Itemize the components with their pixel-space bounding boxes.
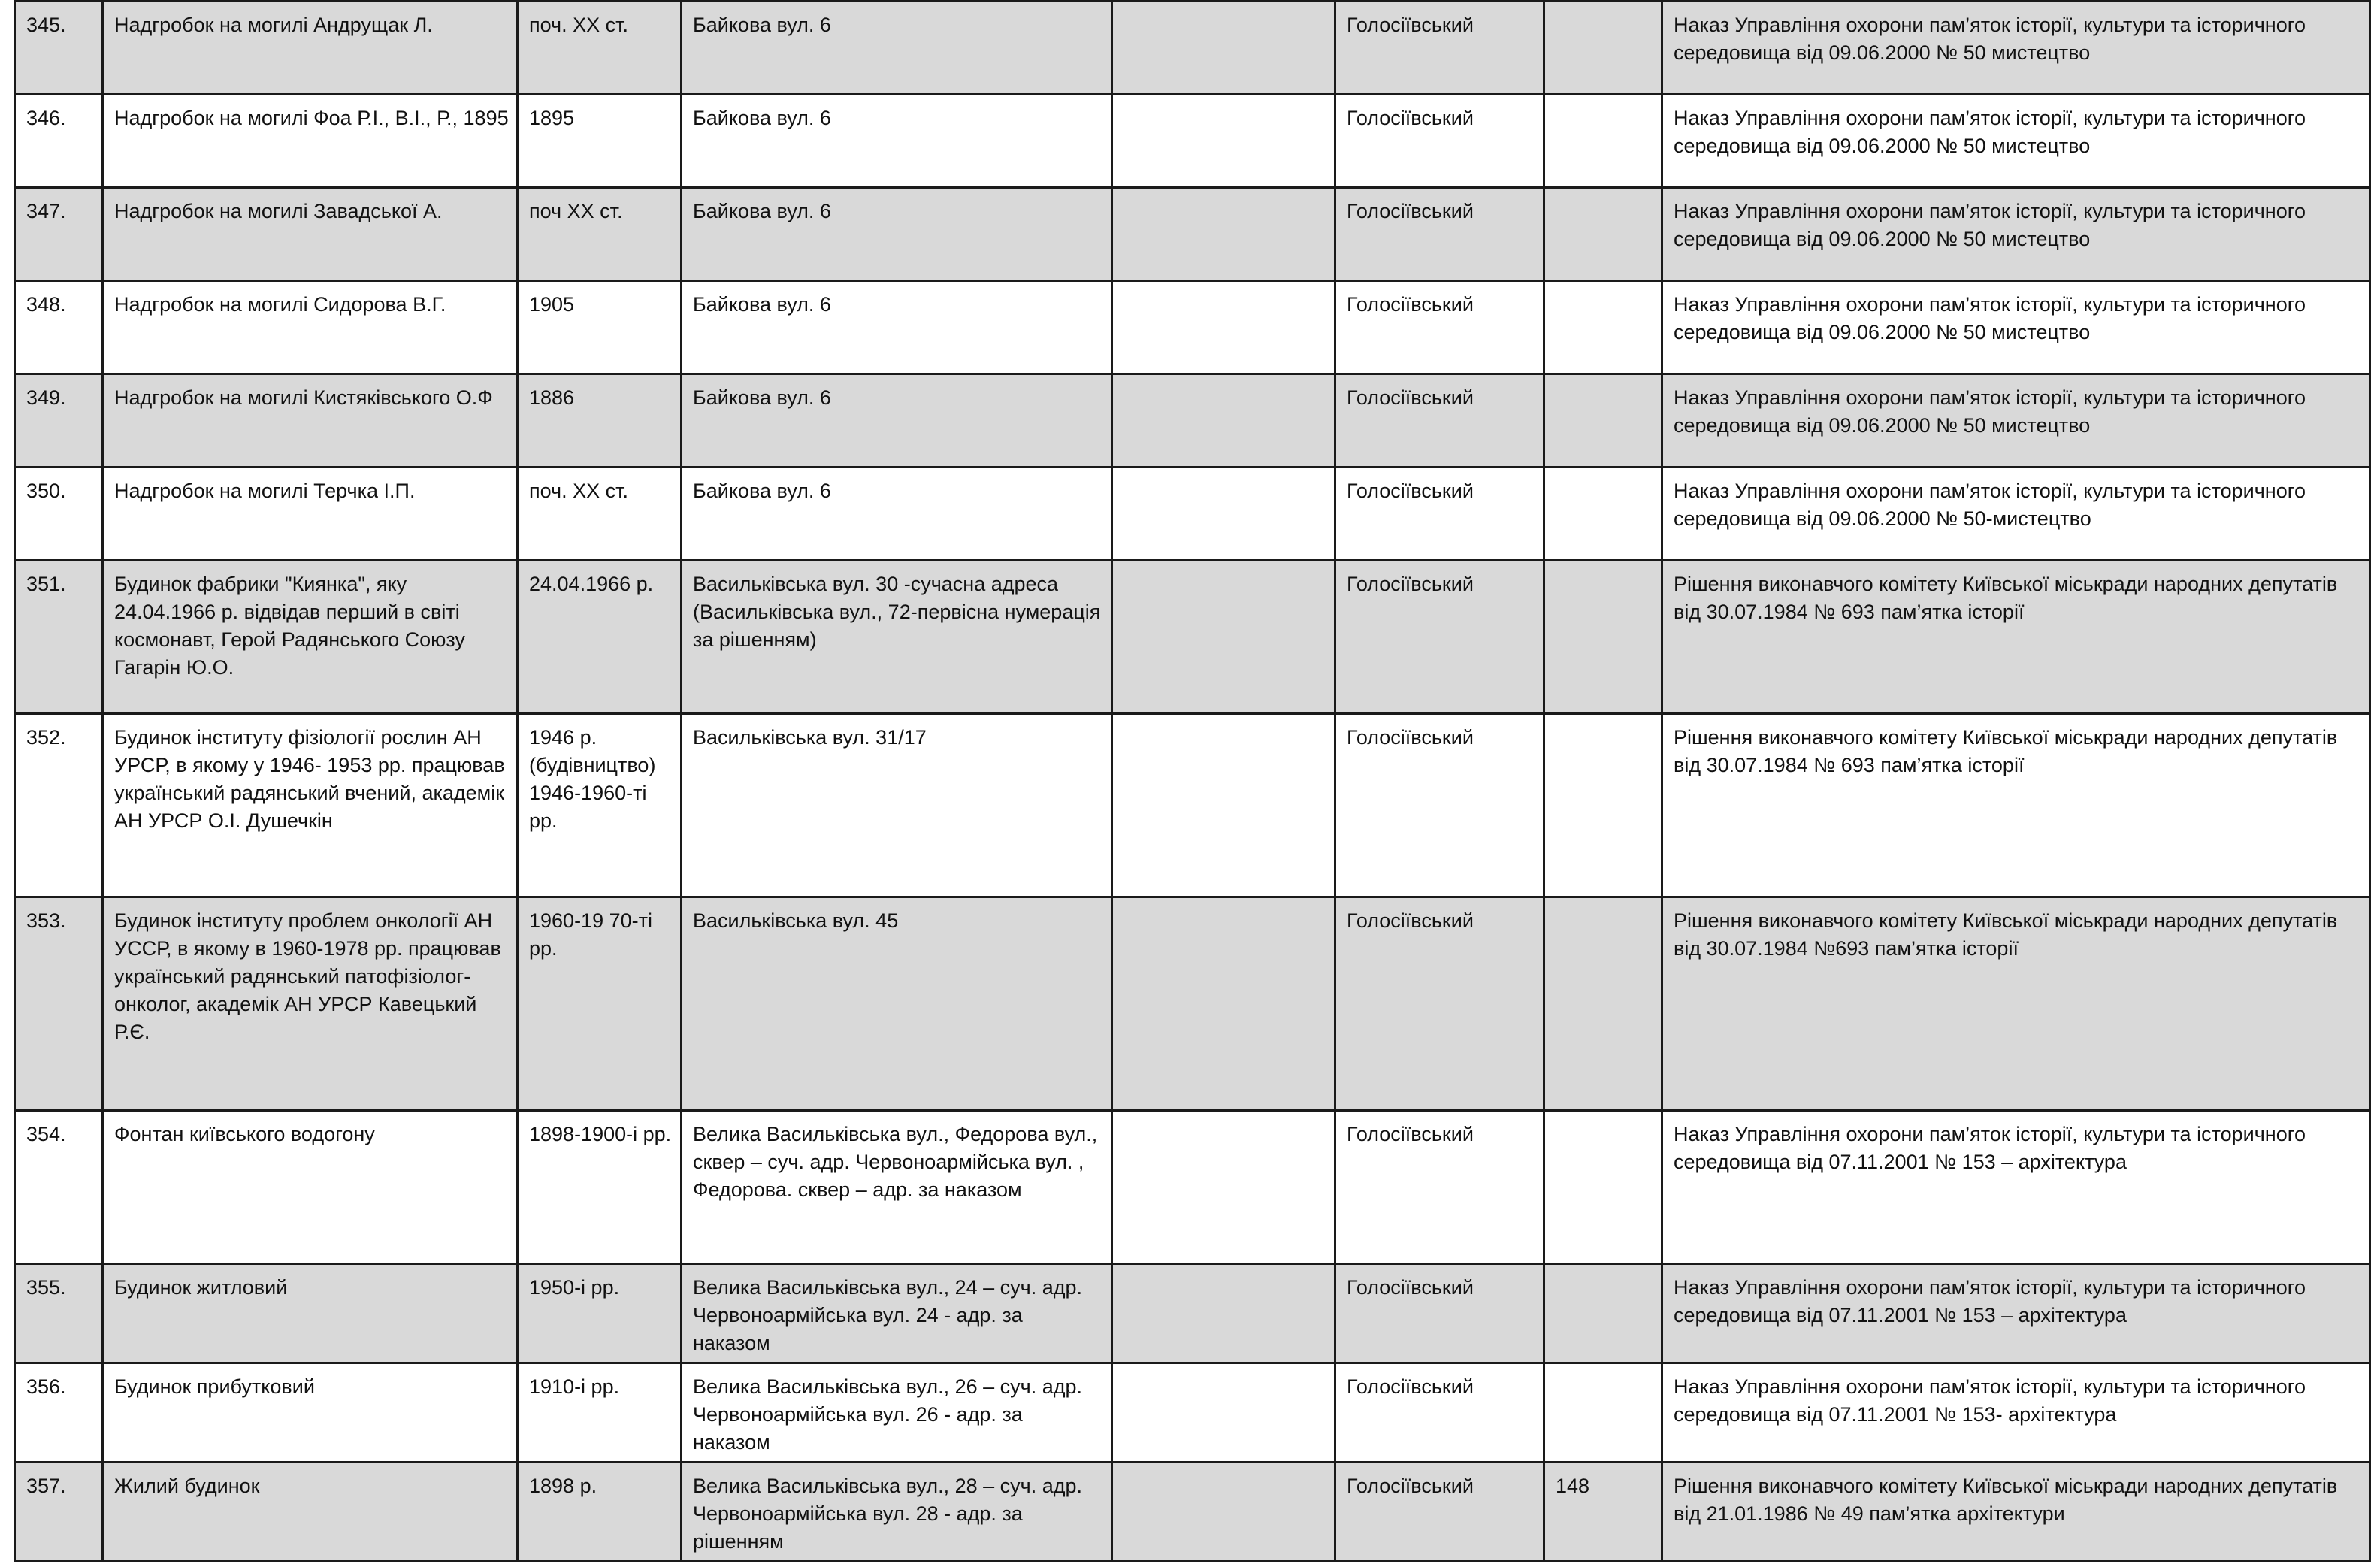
monument-address: Васильківська вул. 45 [682, 897, 1112, 1111]
table-row [15, 1363, 2370, 1463]
monument-address: Байкова вул. 6 [682, 281, 1112, 374]
monument-date: 1898 р. [518, 1463, 682, 1562]
empty-cell [1112, 2, 1335, 95]
legal-document: Наказ Управління охорони пам’яток історії, культури та історичного середовища від 07.11.2001 № 153 – архітектура [1662, 1264, 2370, 1363]
protection-number [1544, 561, 1662, 714]
row-number: 350. [15, 467, 103, 561]
empty-cell [1112, 1463, 1335, 1562]
monument-date: 1960-19 70-ті рр. [518, 897, 682, 1111]
monument-name: Надгробок на могилі Терчка І.П. [103, 467, 518, 561]
monument-district: Голосіївський [1335, 95, 1544, 188]
empty-cell [1112, 714, 1335, 897]
table-row [15, 95, 2370, 188]
legal-document: Наказ Управління охорони пам’яток історії, культури та історичного середовища від 09.06.2000 № 50 мистецтво [1662, 188, 2370, 281]
row-number: 345. [15, 2, 103, 95]
empty-cell [1112, 897, 1335, 1111]
monument-name: Надгробок на могилі Завадської А. [103, 188, 518, 281]
monument-district: Голосіївський [1335, 1264, 1544, 1363]
legal-document: Рішення виконавчого комітету Київської міськради народних депутатів від 21.01.1986 № 49 пам’ятка архітектури [1662, 1463, 2370, 1562]
empty-cell [1112, 561, 1335, 714]
table-row [15, 1264, 2370, 1363]
legal-document: Наказ Управління охорони пам’яток історії, культури та історичного середовища від 09.06.2000 № 50 мистецтво [1662, 95, 2370, 188]
row-number: 356. [15, 1363, 103, 1463]
monument-district: Голосіївський [1335, 374, 1544, 467]
monument-address: Байкова вул. 6 [682, 2, 1112, 95]
monuments-register-table [14, 0, 2371, 1562]
monument-district: Голосіївський [1335, 467, 1544, 561]
legal-document: Наказ Управління охорони пам’яток історії, культури та історичного середовища від 09.06.2000 № 50 мистецтво [1662, 2, 2370, 95]
legal-document: Наказ Управління охорони пам’яток історії, культури та історичного середовища від 09.06.2000 № 50-мистецтво [1662, 467, 2370, 561]
monument-name: Будинок інституту фізіології рослин АН УРСР, в якому у 1946- 1953 рр. працював український радянський вчений, академік АН УРСР О.І. Душечкін [103, 714, 518, 897]
monument-date: 1895 [518, 95, 682, 188]
protection-number [1544, 467, 1662, 561]
monument-name: Жилий будинок [103, 1463, 518, 1562]
row-number: 346. [15, 95, 103, 188]
legal-document: Рішення виконавчого комітету Київської міськради народних депутатів від 30.07.1984 № 693 пам’ятка історії [1662, 561, 2370, 714]
monument-address: Байкова вул. 6 [682, 188, 1112, 281]
row-number: 348. [15, 281, 103, 374]
monument-address: Васильківська вул. 31/17 [682, 714, 1112, 897]
protection-number [1544, 374, 1662, 467]
protection-number [1544, 897, 1662, 1111]
monument-address: Байкова вул. 6 [682, 467, 1112, 561]
legal-document: Рішення виконавчого комітету Київської міськради народних депутатів від 30.07.1984 №693 пам’ятка історії [1662, 897, 2370, 1111]
row-number: 352. [15, 714, 103, 897]
protection-number [1544, 1264, 1662, 1363]
monument-district: Голосіївський [1335, 1463, 1544, 1562]
empty-cell [1112, 374, 1335, 467]
empty-cell [1112, 1264, 1335, 1363]
table-row [15, 188, 2370, 281]
register-body [15, 2, 2370, 1562]
legal-document: Наказ Управління охорони пам’яток історії, культури та історичного середовища від 09.06.2000 № 50 мистецтво [1662, 281, 2370, 374]
table-row [15, 374, 2370, 467]
empty-cell [1112, 1111, 1335, 1264]
monument-name: Фонтан київського водогону [103, 1111, 518, 1264]
protection-number [1544, 188, 1662, 281]
monument-date: 24.04.1966 р. [518, 561, 682, 714]
legal-document: Наказ Управління охорони пам’яток історії, культури та історичного середовища від 07.11.2001 № 153 – архітектура [1662, 1111, 2370, 1264]
monument-district: Голосіївський [1335, 1363, 1544, 1463]
protection-number [1544, 2, 1662, 95]
protection-number: 148 [1544, 1463, 1662, 1562]
empty-cell [1112, 1363, 1335, 1463]
row-number: 347. [15, 188, 103, 281]
monument-date: 1950-і рр. [518, 1264, 682, 1363]
empty-cell [1112, 188, 1335, 281]
monument-name: Будинок прибутковий [103, 1363, 518, 1463]
table-row [15, 1111, 2370, 1264]
table-row [15, 2, 2370, 95]
monument-name: Будинок фабрики "Киянка", яку 24.04.1966 р. відвідав перший в світі космонавт, Герой Радянського Союзу Гагарін Ю.О. [103, 561, 518, 714]
empty-cell [1112, 95, 1335, 188]
monument-date: 1946 р.(будівництво) 1946-1960-ті рр. [518, 714, 682, 897]
monument-name: Надгробок на могилі Фоа Р.І., В.І., Р., 1895 [103, 95, 518, 188]
empty-cell [1112, 281, 1335, 374]
row-number: 357. [15, 1463, 103, 1562]
monument-district: Голосіївський [1335, 188, 1544, 281]
monument-name: Надгробок на могилі Андрущак Л. [103, 2, 518, 95]
table-row [15, 897, 2370, 1111]
legal-document: Наказ Управління охорони пам’яток історії, культури та історичного середовища від 07.11.2001 № 153- архітектура [1662, 1363, 2370, 1463]
monument-district: Голосіївський [1335, 1111, 1544, 1264]
monument-district: Голосіївський [1335, 714, 1544, 897]
legal-document: Рішення виконавчого комітету Київської міськради народних депутатів від 30.07.1984 № 693 пам’ятка історії [1662, 714, 2370, 897]
monument-district: Голосіївський [1335, 561, 1544, 714]
legal-document: Наказ Управління охорони пам’яток історії, культури та історичного середовища від 09.06.2000 № 50 мистецтво [1662, 374, 2370, 467]
monument-address: Велика Васильківська вул., 28 – суч. адр. Червоноармійська вул. 28 - адр. за рішенням [682, 1463, 1112, 1562]
monument-date: поч. XX ст. [518, 467, 682, 561]
table-row [15, 281, 2370, 374]
table-row [15, 714, 2370, 897]
protection-number [1544, 95, 1662, 188]
monument-name: Будинок житловий [103, 1264, 518, 1363]
row-number: 354. [15, 1111, 103, 1264]
monument-date: поч. XX ст. [518, 2, 682, 95]
monument-district: Голосіївський [1335, 2, 1544, 95]
monument-address: Велика Васильківська вул., Федорова вул., сквер – суч. адр. Червоноармійська вул. , Федорова. сквер – адр. за наказом [682, 1111, 1112, 1264]
monument-date: 1886 [518, 374, 682, 467]
empty-cell [1112, 467, 1335, 561]
monument-name: Надгробок на могилі Кистяківського О.Ф [103, 374, 518, 467]
monument-date: 1905 [518, 281, 682, 374]
row-number: 355. [15, 1264, 103, 1363]
protection-number [1544, 714, 1662, 897]
monument-name: Будинок інституту проблем онкології АН УССР, в якому в 1960-1978 рр. працював український радянський патофізіолог-онколог, академік АН УРСР Кавецький Р.Є. [103, 897, 518, 1111]
table-row [15, 1463, 2370, 1562]
row-number: 351. [15, 561, 103, 714]
monument-address: Васильківська вул. 30 -сучасна адреса (Васильківська вул., 72-первісна нумерація за рішенням) [682, 561, 1112, 714]
table-row [15, 561, 2370, 714]
monument-date: поч XX ст. [518, 188, 682, 281]
monument-district: Голосіївський [1335, 897, 1544, 1111]
monument-name: Надгробок на могилі Сидорова В.Г. [103, 281, 518, 374]
monument-address: Байкова вул. 6 [682, 374, 1112, 467]
protection-number [1544, 281, 1662, 374]
monument-address: Велика Васильківська вул., 24 – суч. адр. Червоноармійська вул. 24 - адр. за наказом [682, 1264, 1112, 1363]
protection-number [1544, 1363, 1662, 1463]
protection-number [1544, 1111, 1662, 1264]
monument-address: Байкова вул. 6 [682, 95, 1112, 188]
monument-date: 1910-і рр. [518, 1363, 682, 1463]
row-number: 353. [15, 897, 103, 1111]
row-number: 349. [15, 374, 103, 467]
monument-district: Голосіївський [1335, 281, 1544, 374]
monument-address: Велика Васильківська вул., 26 – суч. адр. Червоноармійська вул. 26 - адр. за наказом [682, 1363, 1112, 1463]
table-row [15, 467, 2370, 561]
monument-date: 1898-1900-і рр. [518, 1111, 682, 1264]
